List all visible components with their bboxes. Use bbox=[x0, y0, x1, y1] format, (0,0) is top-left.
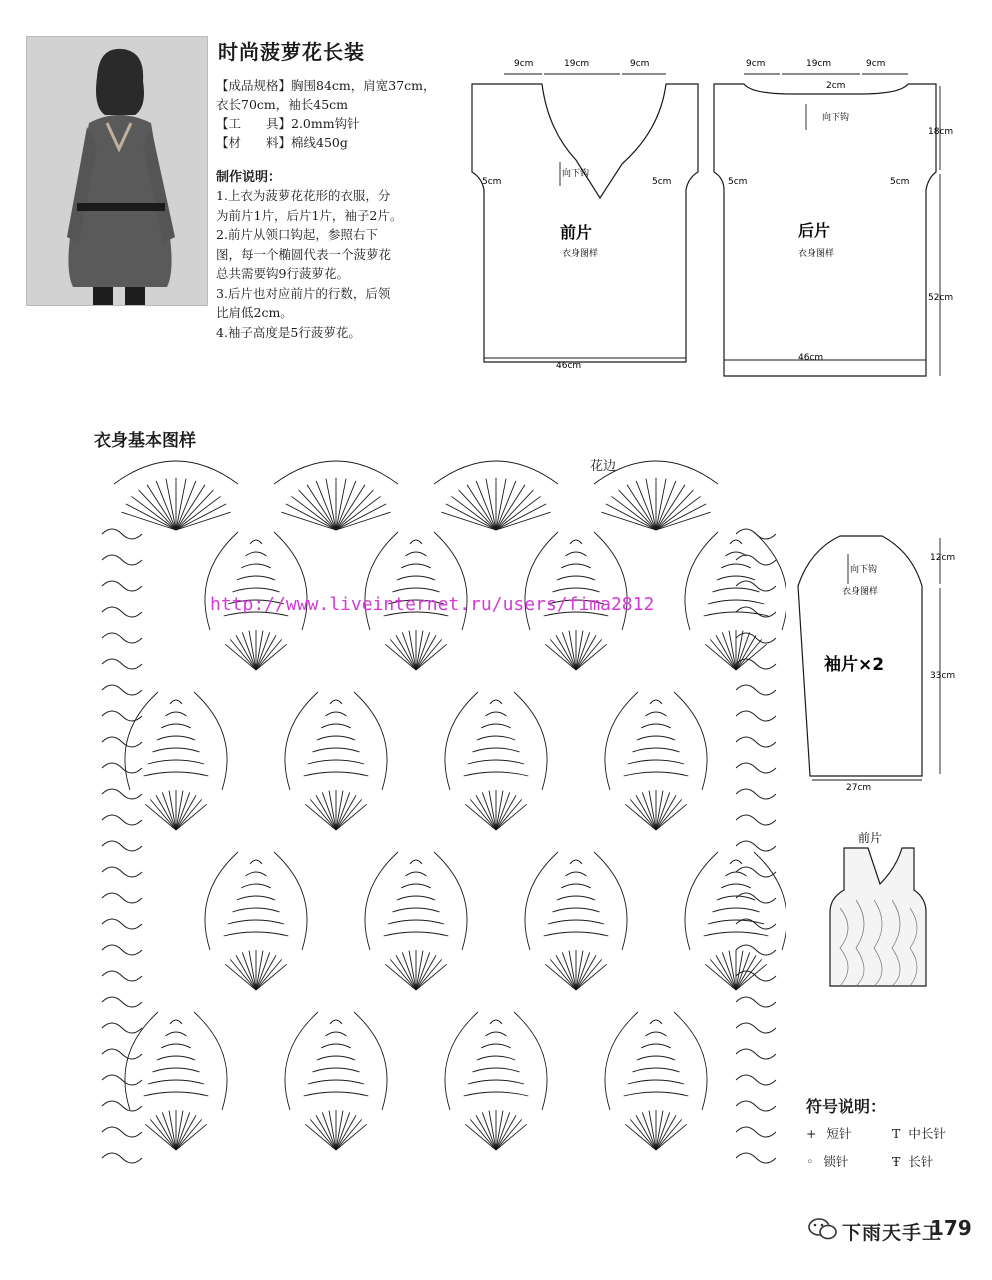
symbol-item bbox=[892, 1124, 946, 1142]
symbol-item bbox=[892, 1152, 933, 1170]
pineapple-loop bbox=[481, 1044, 511, 1048]
side-chain bbox=[102, 815, 142, 825]
edge-fan-stitch bbox=[656, 504, 706, 530]
pineapple-chain-arc bbox=[125, 692, 158, 790]
pineapple-loop bbox=[157, 736, 195, 740]
pineapple-loop bbox=[712, 588, 759, 592]
side-chain bbox=[736, 789, 776, 799]
side-chain bbox=[102, 1023, 142, 1033]
pineapple-loop bbox=[570, 540, 582, 544]
side-chain bbox=[736, 867, 776, 877]
edge-fan-stitch bbox=[446, 504, 496, 530]
side-chain bbox=[736, 581, 776, 591]
spec-line: 衣长70cm，袖长45cm bbox=[216, 97, 349, 112]
side-chain bbox=[736, 1075, 776, 1085]
pineapple-loop bbox=[712, 908, 759, 912]
side-chain bbox=[102, 919, 142, 929]
pineapple-fan-stitch bbox=[256, 639, 282, 670]
model-figure bbox=[27, 37, 207, 305]
front-piece-name: 前片 bbox=[560, 223, 593, 242]
side-chain bbox=[736, 685, 776, 695]
pineapple-fan-stitch bbox=[390, 639, 416, 670]
brand-name: 下雨天手工 bbox=[842, 1222, 943, 1244]
edge-fan-stitch bbox=[336, 504, 386, 530]
pineapple-fan-stitch bbox=[630, 1119, 656, 1150]
pineapple-loop bbox=[397, 576, 435, 580]
pineapple-loop bbox=[241, 884, 271, 888]
half-double-crochet-symbol: T bbox=[892, 1126, 901, 1141]
pineapple-chain-arc bbox=[594, 532, 627, 630]
side-chain bbox=[102, 841, 142, 851]
symbol-label: 中长针 bbox=[908, 1126, 946, 1141]
spec-line: 【材 料】棉线450g bbox=[216, 135, 348, 150]
pineapple-fan-stitch bbox=[176, 799, 202, 830]
wechat-icon bbox=[808, 1216, 838, 1242]
pineapple-loop bbox=[326, 1032, 347, 1036]
pineapple-loop bbox=[308, 1080, 364, 1084]
pineapple-loop bbox=[321, 1044, 351, 1048]
side-chain bbox=[102, 1127, 142, 1137]
back-left-armhole-dim: 5cm bbox=[728, 177, 748, 187]
pineapple-loop bbox=[237, 896, 275, 900]
side-chain bbox=[736, 815, 776, 825]
side-chain bbox=[736, 1127, 776, 1137]
sleeve-schematic bbox=[790, 528, 970, 798]
side-chain bbox=[736, 763, 776, 773]
pineapple-chain-arc bbox=[434, 852, 467, 950]
front-right-armhole-dim: 5cm bbox=[652, 177, 672, 187]
sleeve-cap-dim: 12cm bbox=[930, 553, 956, 563]
instructions-heading: 制作说明： bbox=[216, 170, 282, 185]
pineapple-loop bbox=[384, 932, 449, 936]
symbols-title: 符号说明： bbox=[806, 1097, 887, 1116]
pineapple-fan-stitch bbox=[336, 799, 362, 830]
back-right-shoulder-dim: 9cm bbox=[866, 59, 886, 69]
instruction-line: 2.前片从领口钩起，参照右下 bbox=[216, 227, 378, 242]
pineapple-fan-stitch bbox=[496, 1119, 522, 1150]
pineapple-loop bbox=[637, 736, 675, 740]
pineapple-loop bbox=[406, 872, 427, 876]
pineapple-loop bbox=[392, 588, 439, 592]
pineapple-loop bbox=[152, 748, 199, 752]
pineapple-loop bbox=[317, 736, 355, 740]
pineapple-chain-arc bbox=[445, 1012, 478, 1110]
back-width-dim: 46cm bbox=[798, 353, 824, 363]
pineapple-loop bbox=[472, 748, 519, 752]
side-chain bbox=[102, 789, 142, 799]
pineapple-loop bbox=[632, 1068, 679, 1072]
front-right-shoulder-dim: 9cm bbox=[630, 59, 650, 69]
pineapple-loop bbox=[392, 908, 439, 912]
pineapple-loop bbox=[157, 1056, 195, 1060]
side-chain bbox=[736, 1153, 776, 1163]
pineapple-chain-arc bbox=[514, 1012, 547, 1110]
side-chain bbox=[102, 659, 142, 669]
instruction-line: 图，每一个椭圆代表一个菠萝花 bbox=[216, 246, 392, 262]
pineapple-loop bbox=[490, 1020, 502, 1024]
pineapple-loop bbox=[637, 1056, 675, 1060]
side-chain bbox=[736, 529, 776, 539]
pineapple-loop bbox=[468, 760, 524, 764]
pineapple-loop bbox=[388, 920, 444, 924]
pineapple-chain-arc bbox=[685, 532, 718, 630]
pineapple-loop bbox=[326, 712, 347, 716]
pineapple-fan-stitch bbox=[576, 639, 602, 670]
edge-fan-stitch bbox=[126, 504, 176, 530]
pineapple-loop bbox=[566, 552, 587, 556]
pineapple-fan-stitch bbox=[630, 799, 656, 830]
pineapple-loop bbox=[148, 1080, 204, 1084]
side-chain bbox=[102, 945, 142, 955]
pineapple-loop bbox=[717, 576, 755, 580]
symbol-label: 锁针 bbox=[823, 1154, 849, 1169]
pineapple-chain-arc bbox=[274, 532, 307, 630]
pineapple-loop bbox=[566, 872, 587, 876]
back-neck-dim: 19cm bbox=[806, 59, 832, 69]
pineapple-fan-stitch bbox=[470, 1119, 496, 1150]
front-direction-label: 向下钩 bbox=[562, 169, 590, 179]
side-chain bbox=[736, 1049, 776, 1059]
symbol-label: 长针 bbox=[908, 1154, 934, 1169]
symbol-label: 短针 bbox=[826, 1126, 852, 1141]
pineapple-fan-stitch bbox=[416, 959, 442, 990]
front-thumbnail bbox=[826, 828, 936, 990]
side-chain bbox=[736, 711, 776, 721]
pineapple-chain-arc bbox=[674, 692, 707, 790]
pineapple-loop bbox=[477, 736, 515, 740]
pineapple-loop bbox=[628, 1080, 684, 1084]
pineapple-loop bbox=[464, 772, 529, 776]
pineapple-loop bbox=[624, 1092, 689, 1096]
pineapple-chain-arc bbox=[365, 532, 398, 630]
side-chain bbox=[736, 1101, 776, 1111]
pineapple-fan-stitch bbox=[390, 959, 416, 990]
page-number: 179 bbox=[930, 1216, 972, 1240]
pineapple-loop bbox=[486, 1032, 507, 1036]
pineapple-chain-arc bbox=[754, 852, 786, 950]
edge-fan-stitch bbox=[496, 504, 546, 530]
side-chain bbox=[736, 737, 776, 747]
pineapple-loop bbox=[561, 884, 591, 888]
spec-line: 【成品规格】胸围84cm，肩宽37cm， bbox=[216, 78, 436, 93]
spec-line: 【工 具】2.0mm钩针 bbox=[216, 116, 360, 131]
pineapple-loop bbox=[628, 760, 684, 764]
side-chain bbox=[102, 1049, 142, 1059]
pineapple-chain-arc bbox=[285, 1012, 318, 1110]
pineapple-loop bbox=[570, 860, 582, 864]
pineapple-chain-arc bbox=[605, 1012, 638, 1110]
pineapple-loop bbox=[650, 1020, 662, 1024]
side-chain bbox=[736, 1023, 776, 1033]
back-upper-height-dim: 18cm bbox=[928, 127, 954, 137]
pineapple-loop bbox=[166, 712, 187, 716]
pineapple-chain-arc bbox=[445, 692, 478, 790]
pineapple-loop bbox=[730, 540, 742, 544]
pineapple-chain-arc bbox=[125, 1012, 158, 1110]
thumbnail-label: 前片 bbox=[858, 831, 883, 845]
side-chain bbox=[736, 893, 776, 903]
front-left-shoulder-dim: 9cm bbox=[514, 59, 534, 69]
single-crochet-symbol: + bbox=[806, 1126, 817, 1141]
pineapple-loop bbox=[144, 1092, 209, 1096]
sleeve-sub: 衣身图样 bbox=[842, 587, 879, 597]
back-left-shoulder-dim: 9cm bbox=[746, 59, 766, 69]
pineapple-chain-arc bbox=[525, 532, 558, 630]
side-chain bbox=[736, 841, 776, 851]
front-piece-sub: 衣身图样 bbox=[562, 249, 599, 259]
pineapple-loop bbox=[317, 1056, 355, 1060]
pattern-title: 衣身基本图样 bbox=[94, 431, 196, 451]
pineapple-loop bbox=[166, 1032, 187, 1036]
side-chain bbox=[102, 529, 142, 539]
pineapple-loop bbox=[468, 1080, 524, 1084]
specs-block bbox=[216, 76, 466, 152]
back-right-armhole-dim: 5cm bbox=[890, 177, 910, 187]
pineapple-chain-arc bbox=[354, 1012, 387, 1110]
edge-fan-stitch bbox=[176, 504, 226, 530]
pineapple-loop bbox=[308, 760, 364, 764]
pineapple-chain-arc bbox=[605, 692, 638, 790]
pineapple-chain-arc bbox=[194, 1012, 227, 1110]
pineapple-loop bbox=[486, 712, 507, 716]
side-chain bbox=[102, 997, 142, 1007]
pineapple-loop bbox=[330, 1020, 342, 1024]
side-chain bbox=[102, 581, 142, 591]
pineapple-chain-arc bbox=[434, 532, 467, 630]
pineapple-loop bbox=[152, 1068, 199, 1072]
pineapple-loop bbox=[250, 860, 262, 864]
pineapple-loop bbox=[397, 896, 435, 900]
pineapple-fan-stitch bbox=[710, 639, 736, 670]
sleeve-length-dim: 33cm bbox=[930, 671, 956, 681]
pineapple-loop bbox=[557, 576, 595, 580]
side-chain bbox=[102, 1153, 142, 1163]
sleeve-name: 袖片×2 bbox=[824, 655, 885, 675]
pineapple-chain-arc bbox=[285, 692, 318, 790]
instructions-block bbox=[216, 186, 466, 342]
pineapple-loop bbox=[730, 860, 742, 864]
pineapple-chain-arc bbox=[594, 852, 627, 950]
pineapple-loop bbox=[312, 1068, 359, 1072]
instruction-line: 1.上衣为菠萝花花形的衣服，分 bbox=[216, 188, 391, 203]
pineapple-loop bbox=[477, 1056, 515, 1060]
instruction-line: 为前片1片，后片1片，袖子2片。 bbox=[216, 207, 403, 223]
pineapple-loop bbox=[148, 760, 204, 764]
pineapple-fan-stitch bbox=[576, 959, 602, 990]
pineapple-fan-stitch bbox=[310, 799, 336, 830]
pineapple-fan-stitch bbox=[656, 799, 682, 830]
pineapple-fan-stitch bbox=[230, 639, 256, 670]
pineapple-loop bbox=[246, 872, 267, 876]
pineapple-chain-arc bbox=[685, 852, 718, 950]
pineapple-loop bbox=[721, 884, 751, 888]
pineapple-loop bbox=[330, 700, 342, 704]
pineapple-loop bbox=[406, 552, 427, 556]
pineapple-chain-arc bbox=[354, 692, 387, 790]
pineapple-loop bbox=[250, 540, 262, 544]
pineapple-fan-stitch bbox=[496, 799, 522, 830]
side-chain bbox=[102, 893, 142, 903]
back-direction-label: 向下钩 bbox=[822, 113, 850, 123]
pineapple-fan-stitch bbox=[470, 799, 496, 830]
watermark-url: http://www.liveinternet.ru/users/fima2812 bbox=[210, 594, 655, 615]
pineapple-chain-arc bbox=[525, 852, 558, 950]
pineapple-chain-arc bbox=[754, 532, 786, 630]
side-chain bbox=[102, 1101, 142, 1111]
pineapple-fan-stitch bbox=[230, 959, 256, 990]
sleeve-width-dim: 27cm bbox=[846, 783, 872, 793]
pineapple-loop bbox=[646, 1032, 667, 1036]
pineapple-loop bbox=[410, 860, 422, 864]
front-left-armhole-dim: 5cm bbox=[482, 177, 502, 187]
instruction-line: 3.后片也对应前片的行数，后领 bbox=[216, 285, 391, 301]
pineapple-loop bbox=[641, 1044, 671, 1048]
pineapple-loop bbox=[721, 564, 751, 568]
pineapple-loop bbox=[232, 908, 279, 912]
double-crochet-symbol: Ŧ bbox=[892, 1154, 901, 1169]
pineapple-loop bbox=[401, 884, 431, 888]
pineapple-loop bbox=[646, 712, 667, 716]
pineapple-loop bbox=[232, 588, 279, 592]
symbol-item bbox=[806, 1124, 851, 1142]
pineapple-fan-stitch bbox=[416, 639, 442, 670]
symbol-item bbox=[806, 1152, 848, 1170]
pineapple-loop bbox=[472, 1068, 519, 1072]
pineapple-fan-stitch bbox=[736, 959, 762, 990]
pineapple-loop bbox=[321, 724, 351, 728]
side-chain bbox=[102, 867, 142, 877]
pineapple-loop bbox=[557, 896, 595, 900]
pineapple-chain-arc bbox=[194, 692, 227, 790]
side-chain bbox=[102, 971, 142, 981]
pineapple-chain-arc bbox=[365, 852, 398, 950]
pineapple-loop bbox=[624, 772, 689, 776]
pineapple-loop bbox=[464, 1092, 529, 1096]
sleeve-direction-label: 向下钩 bbox=[850, 565, 878, 575]
pineapple-fan-stitch bbox=[310, 1119, 336, 1150]
pineapple-loop bbox=[237, 576, 275, 580]
pineapple-loop bbox=[650, 700, 662, 704]
pineapple-loop bbox=[641, 724, 671, 728]
pineapple-loop bbox=[410, 540, 422, 544]
pineapple-loop bbox=[490, 700, 502, 704]
pineapple-loop bbox=[241, 564, 271, 568]
pineapple-loop bbox=[544, 932, 609, 936]
page-title: 时尚菠萝花长装 bbox=[218, 40, 365, 64]
back-lower-height-dim: 52cm bbox=[928, 293, 954, 303]
instruction-line: 比肩低2cm。 bbox=[216, 305, 293, 320]
pineapple-loop bbox=[228, 920, 284, 924]
pineapple-loop bbox=[481, 724, 511, 728]
back-piece-sub: 衣身图样 bbox=[798, 249, 835, 259]
pineapple-fan-stitch bbox=[150, 799, 176, 830]
pineapple-fan-stitch bbox=[150, 1119, 176, 1150]
edge-fan-stitch bbox=[286, 504, 336, 530]
edge-label: 花边 bbox=[590, 459, 617, 474]
pineapple-loop bbox=[170, 1020, 182, 1024]
pineapple-loop bbox=[161, 1044, 191, 1048]
back-neck-drop-dim: 2cm bbox=[826, 81, 846, 91]
edge-fan-stitch bbox=[606, 504, 656, 530]
pineapple-fan-stitch bbox=[256, 959, 282, 990]
pineapple-chain-arc bbox=[205, 532, 238, 630]
pineapple-loop bbox=[401, 564, 431, 568]
pineapple-loop bbox=[552, 908, 599, 912]
side-chain bbox=[736, 555, 776, 565]
pineapple-loop bbox=[726, 872, 747, 876]
pineapple-chain-arc bbox=[514, 692, 547, 790]
pineapple-chain-arc bbox=[674, 1012, 707, 1110]
instruction-line: 总共需要钩9行菠萝花。 bbox=[216, 266, 349, 281]
back-piece-name: 后片 bbox=[798, 221, 831, 240]
chain-symbol: ◦ bbox=[806, 1154, 814, 1169]
pineapple-loop bbox=[144, 772, 209, 776]
side-chain bbox=[102, 633, 142, 643]
pineapple-loop bbox=[552, 588, 599, 592]
pineapple-chain-arc bbox=[205, 852, 238, 950]
pineapple-fan-stitch bbox=[176, 1119, 202, 1150]
pineapple-loop bbox=[170, 700, 182, 704]
pineapple-loop bbox=[561, 564, 591, 568]
side-chain bbox=[102, 737, 142, 747]
side-chain bbox=[102, 763, 142, 773]
front-neck-dim: 19cm bbox=[564, 59, 590, 69]
pineapple-fan-stitch bbox=[336, 1119, 362, 1150]
instruction-line: 4.袖子高度是5行菠萝花。 bbox=[216, 324, 361, 340]
pineapple-loop bbox=[304, 1092, 369, 1096]
pineapple-loop bbox=[632, 748, 679, 752]
pineapple-fan-stitch bbox=[550, 959, 576, 990]
side-chain bbox=[102, 685, 142, 695]
pineapple-chain-arc bbox=[274, 852, 307, 950]
pineapple-loop bbox=[161, 724, 191, 728]
front-back-schematic bbox=[460, 50, 960, 390]
pineapple-fan-stitch bbox=[550, 639, 576, 670]
side-chain bbox=[102, 607, 142, 617]
pineapple-loop bbox=[704, 932, 769, 936]
pineapple-loop bbox=[312, 748, 359, 752]
pineapple-loop bbox=[708, 600, 764, 604]
pineapple-loop bbox=[548, 920, 604, 924]
model-photo bbox=[26, 36, 208, 306]
pineapple-loop bbox=[224, 932, 289, 936]
pineapple-loop bbox=[304, 772, 369, 776]
crochet-pattern-chart bbox=[96, 444, 786, 1198]
pineapple-fan-stitch bbox=[656, 1119, 682, 1150]
front-width-dim: 46cm bbox=[556, 361, 582, 371]
side-chain bbox=[736, 997, 776, 1007]
side-chain bbox=[102, 555, 142, 565]
pineapple-loop bbox=[246, 552, 267, 556]
pineapple-fan-stitch bbox=[710, 959, 736, 990]
side-chain bbox=[102, 1075, 142, 1085]
